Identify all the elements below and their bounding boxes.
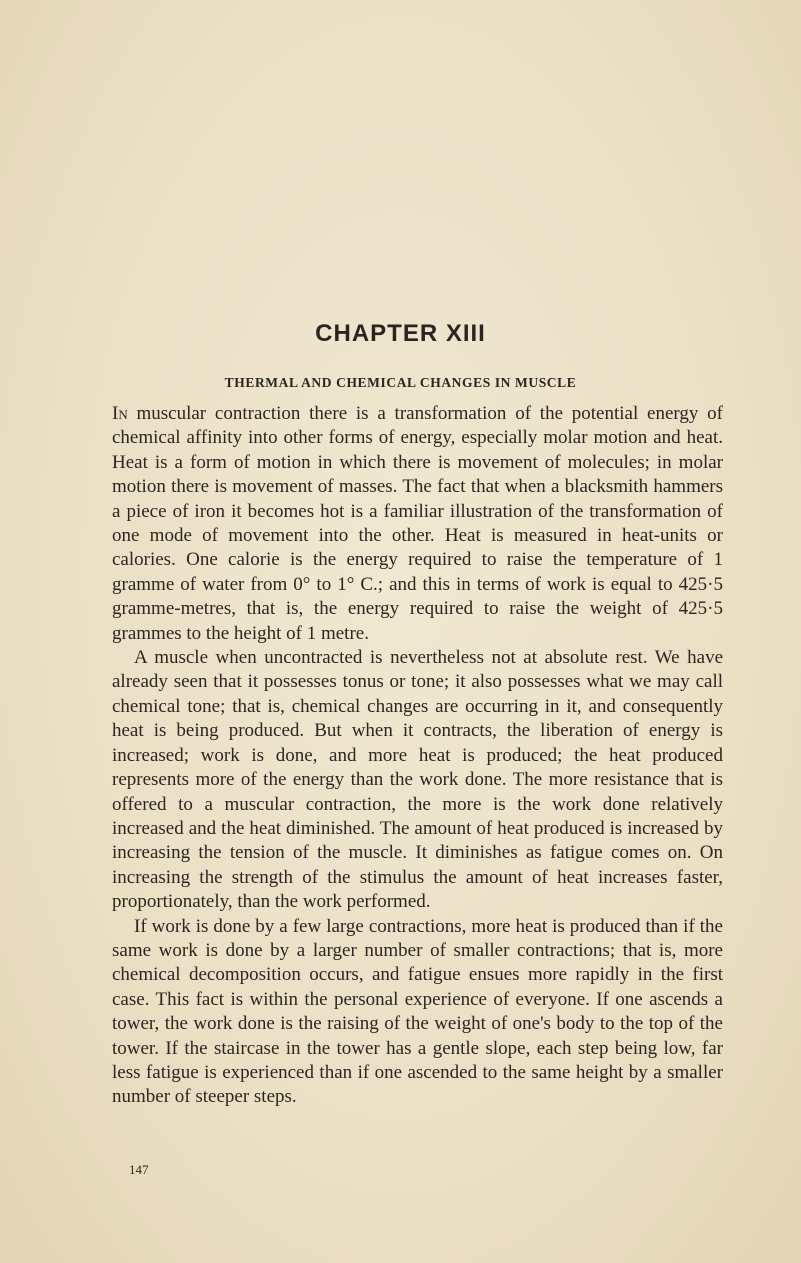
paragraph-2: A muscle when uncontracted is nevertheless not at absolute rest. We have already seen that it possesses tonus or tone; it also possesses what we may call chemical tone; that is, chemical changes are occurring in it, and consequently heat is being produced. But when it contracts, the liberation of energy is increased; work is done, and more heat is produced; the heat produced represents more of the energy than the work done. The more resistance that is offered to a muscular contraction, the more is the work done relatively increased and the heat diminished. The amount of heat produced is increased by increasing the tension of the muscle. It diminishes as fatigue comes on. On increasing the strength of the stimulus the amount of heat increases faster, proportionately, than the work performed. bbox=[112, 647, 723, 913]
paragraph-3: If work is done by a few large contractions, more heat is produced than if the same work is done by a larger number of smaller contractions; that is, more chemical decomposition occurs, and fatigue ensues more rapidly in the first case. This fact is within the personal experience of everyone. If one ascends a tower, the work done is the raising of the weight of one's body to the top of the tower. If the staircase in the tower has a gentle slope, each step being low, far less fatigue is experienced than if one ascended to the same height by a smaller number of steeper steps. bbox=[112, 915, 723, 1108]
paragraph-1 bbox=[112, 402, 723, 646]
chapter-title: CHAPTER XIII bbox=[315, 320, 486, 347]
chapter-subtitle: THERMAL AND CHEMICAL CHANGES IN MUSCLE bbox=[224, 375, 577, 390]
chapter-body bbox=[112, 402, 723, 1110]
paragraph-1-lead: In bbox=[112, 403, 128, 424]
paragraph-1-text: muscular contraction there is a transformation of the potential energy of chemical affinity into other forms of energy, especially molar motion and heat. Heat is a form of motion in which there is movement of molecules; in molar motion there is movement of masses. The fact that when a blacksmith hammers a piece of iron it becomes hot is a familiar illustration of the transformation of one mode of movement into the other. Heat is measured in heat-units or calories. One calorie is the energy required to raise the temperature of 1 gramme of water from 0° to 1° C.; and this in terms of work is equal to 425·5 gramme-metres, that is, the energy required to raise the weight of 425·5 grammes to the height of 1 metre. bbox=[112, 403, 723, 644]
page-number: 147 bbox=[129, 1162, 149, 1177]
